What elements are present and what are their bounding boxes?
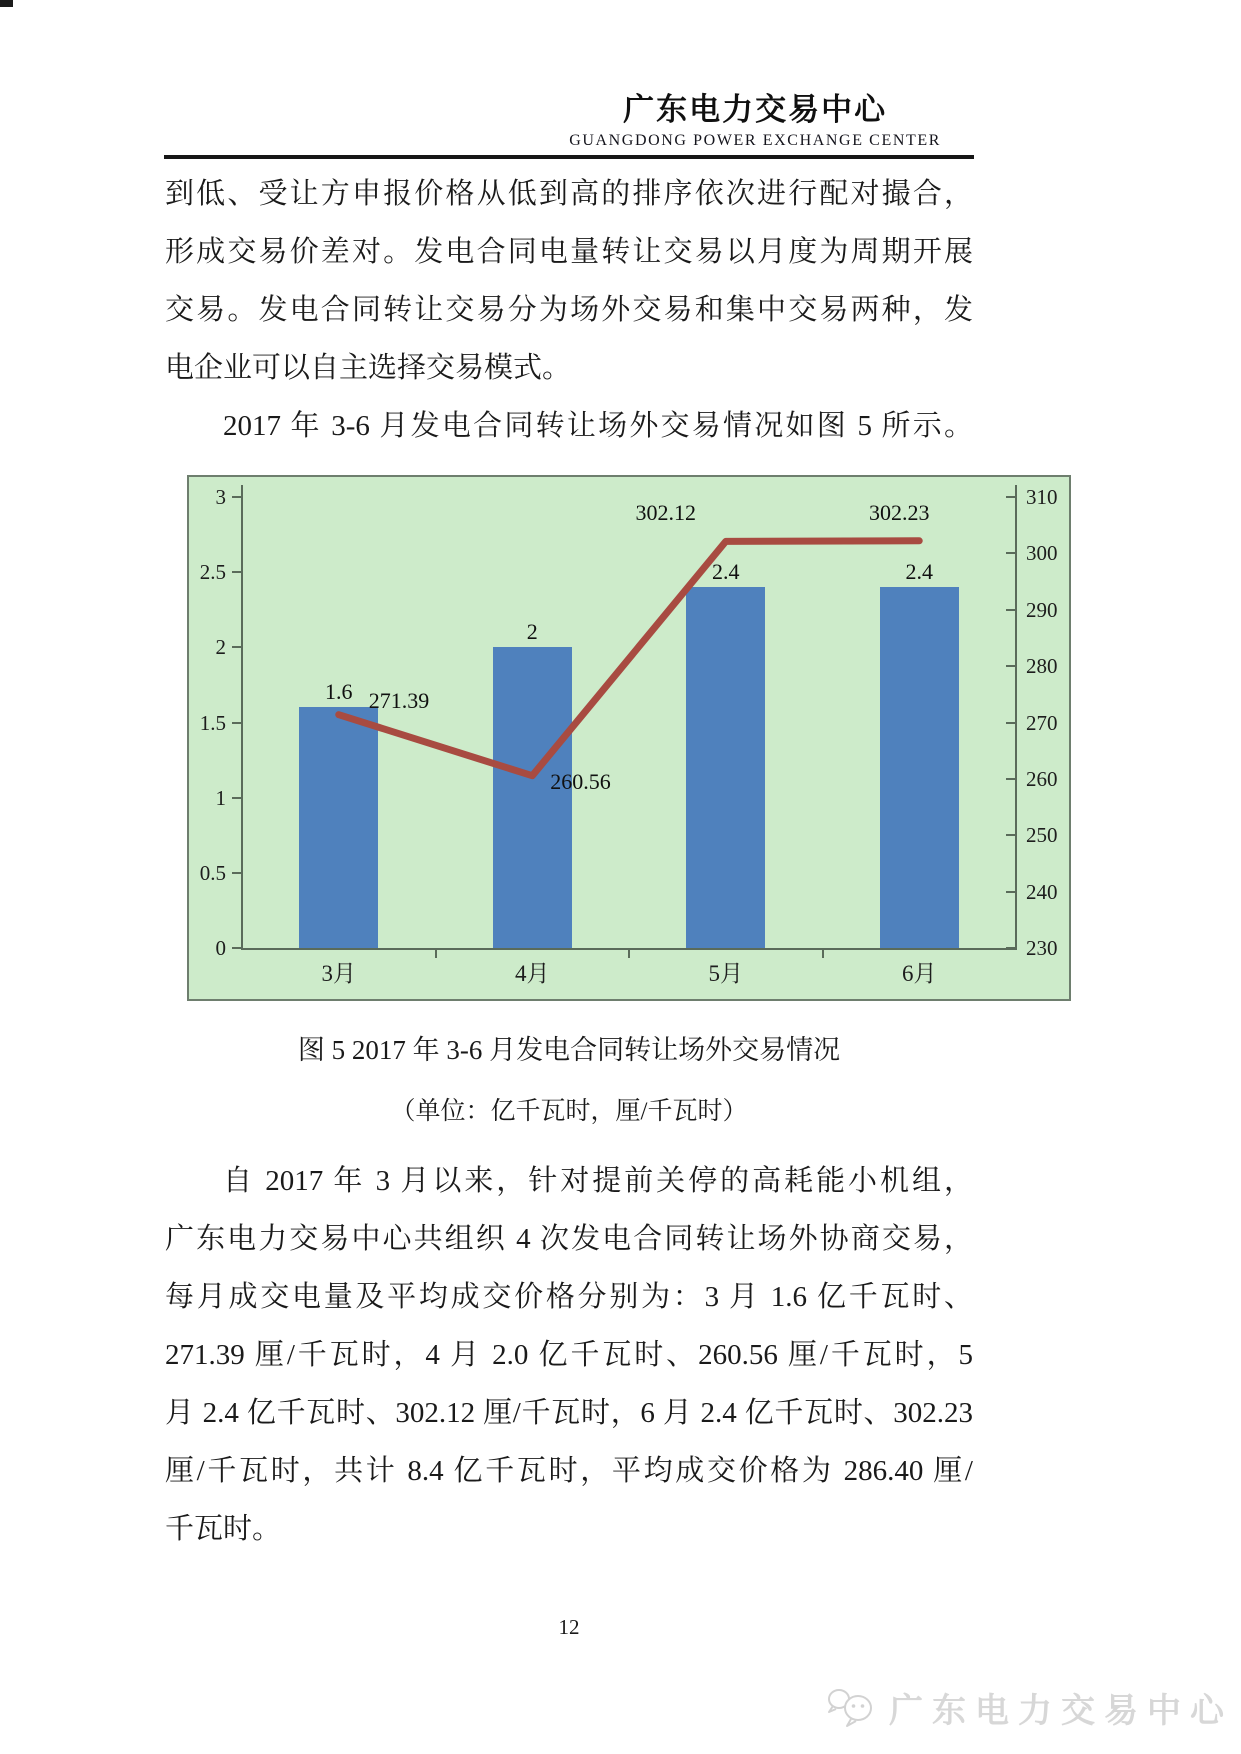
figure5-chart <box>187 475 1071 1001</box>
watermark-text: 广东电力交易中心 <box>889 1693 1233 1730</box>
line-value-label: 260.56 <box>550 768 611 794</box>
x-axis-tick <box>435 950 437 958</box>
right-axis-tick-label: 230 <box>1026 936 1058 960</box>
left-axis-tick-label: 0 <box>215 936 226 960</box>
body-text-line: 广东电力交易中心共组织 4 次发电合同转让场外协商交易， <box>165 1223 973 1255</box>
left-axis-tick <box>232 872 242 874</box>
left-axis-tick <box>232 947 242 949</box>
wechat-icon <box>825 1685 879 1731</box>
logo-chinese-title: 广东电力交易中心 <box>623 92 888 127</box>
watermark <box>825 1683 1233 1732</box>
left-axis-tick-label: 2.5 <box>199 560 226 585</box>
figure-unit-note: （单位：亿千瓦时，厘/千瓦时） <box>390 1098 748 1125</box>
header-divider <box>164 155 974 159</box>
left-axis-tick-label: 1 <box>215 785 226 810</box>
x-axis-label: 4月 <box>515 961 550 986</box>
right-axis-tick-label: 290 <box>1026 597 1058 622</box>
right-axis-tick <box>1006 834 1016 836</box>
body-text-line: 形成交易价差对。发电合同电量转让交易以月度为周期开展 <box>165 236 973 268</box>
bar-value-label: 2.4 <box>905 559 933 585</box>
bar-3月 <box>299 707 378 948</box>
paragraph-3 <box>165 1152 973 1558</box>
line-value-label: 271.39 <box>368 687 430 713</box>
left-axis-tick <box>232 722 242 724</box>
right-axis-tick <box>1006 891 1016 893</box>
left-axis-tick <box>232 496 242 498</box>
right-axis-tick-label: 250 <box>1026 823 1058 848</box>
logo-english-subtitle: GUANGDONG POWER EXCHANGE CENTER <box>569 132 941 149</box>
right-axis-tick-label: 280 <box>1026 654 1058 679</box>
x-axis-tick <box>822 950 824 958</box>
left-axis-tick <box>232 571 242 573</box>
left-axis-line <box>241 485 243 948</box>
scan-artifact <box>0 0 13 7</box>
bar-5月 <box>686 587 765 948</box>
body-text-line: 271.39 厘/千瓦时，4 月 2.0 亿千瓦时、260.56 厘/千瓦时，5 <box>165 1339 973 1371</box>
left-axis-tick-label: 0.5 <box>199 860 226 885</box>
right-axis-tick <box>1006 665 1016 667</box>
figure-intro-line: 2017 年 3-6 月发电合同转让场外交易情况如图 5 所示。 <box>223 410 973 442</box>
right-axis-tick-label: 310 <box>1026 485 1058 509</box>
paragraph-1 <box>165 165 973 455</box>
body-text-line: 到低、受让方申报价格从低到高的排序依次进行配对撮合， <box>165 178 973 210</box>
left-axis-tick-label: 2 <box>215 635 226 660</box>
bar-value-label: 2.4 <box>712 559 740 585</box>
bar-6月 <box>880 587 959 948</box>
x-axis-label: 6月 <box>902 961 937 986</box>
right-axis-line <box>1015 485 1017 948</box>
page-number: 12 <box>558 1615 580 1639</box>
right-axis-tick-label: 300 <box>1026 541 1058 566</box>
left-axis-tick-label: 1.5 <box>199 710 226 735</box>
body-text-line: 电企业可以自主选择交易模式。 <box>165 352 572 384</box>
right-axis-tick-label: 270 <box>1026 710 1058 735</box>
right-axis-tick <box>1006 778 1016 780</box>
left-axis-tick-label: 3 <box>215 485 226 509</box>
header-logo <box>569 84 941 150</box>
line-value-label: 302.12 <box>635 500 696 526</box>
body-text-line: 千瓦时。 <box>165 1513 282 1545</box>
left-axis-tick <box>232 646 242 648</box>
bar-value-label: 2 <box>526 619 538 645</box>
body-text-line: 自 2017 年 3 月以来，针对提前关停的高耗能小机组， <box>223 1165 973 1197</box>
line-value-label: 302.23 <box>869 499 930 525</box>
bar-value-label: 1.6 <box>325 679 353 705</box>
figure-caption: 图 5 2017 年 3-6 月发电合同转让场外交易情况 <box>297 1035 841 1065</box>
right-axis-tick <box>1006 552 1016 554</box>
right-axis-tick <box>1006 722 1016 724</box>
right-axis-tick <box>1006 947 1016 949</box>
body-text-line: 月 2.4 亿千瓦时、302.12 厘/千瓦时，6 月 2.4 亿千瓦时、302.23 <box>165 1397 973 1429</box>
body-text-line: 每月成交电量及平均成交价格分别为：3 月 1.6 亿千瓦时、 <box>165 1281 973 1313</box>
right-axis-tick <box>1006 609 1016 611</box>
x-axis-label: 5月 <box>708 961 743 986</box>
body-text-line: 交易。发电合同转让交易分为场外交易和集中交易两种，发 <box>165 294 973 326</box>
x-axis-label: 3月 <box>321 961 356 986</box>
right-axis-tick-label: 260 <box>1026 766 1058 791</box>
body-text-line: 厘/千瓦时，共计 8.4 亿千瓦时，平均成交价格为 286.40 厘/ <box>165 1455 973 1487</box>
x-axis-tick <box>628 950 630 958</box>
right-axis-tick-label: 240 <box>1026 879 1058 904</box>
left-axis-tick <box>232 797 242 799</box>
bar-4月 <box>493 647 572 948</box>
right-axis-tick <box>1006 496 1016 498</box>
